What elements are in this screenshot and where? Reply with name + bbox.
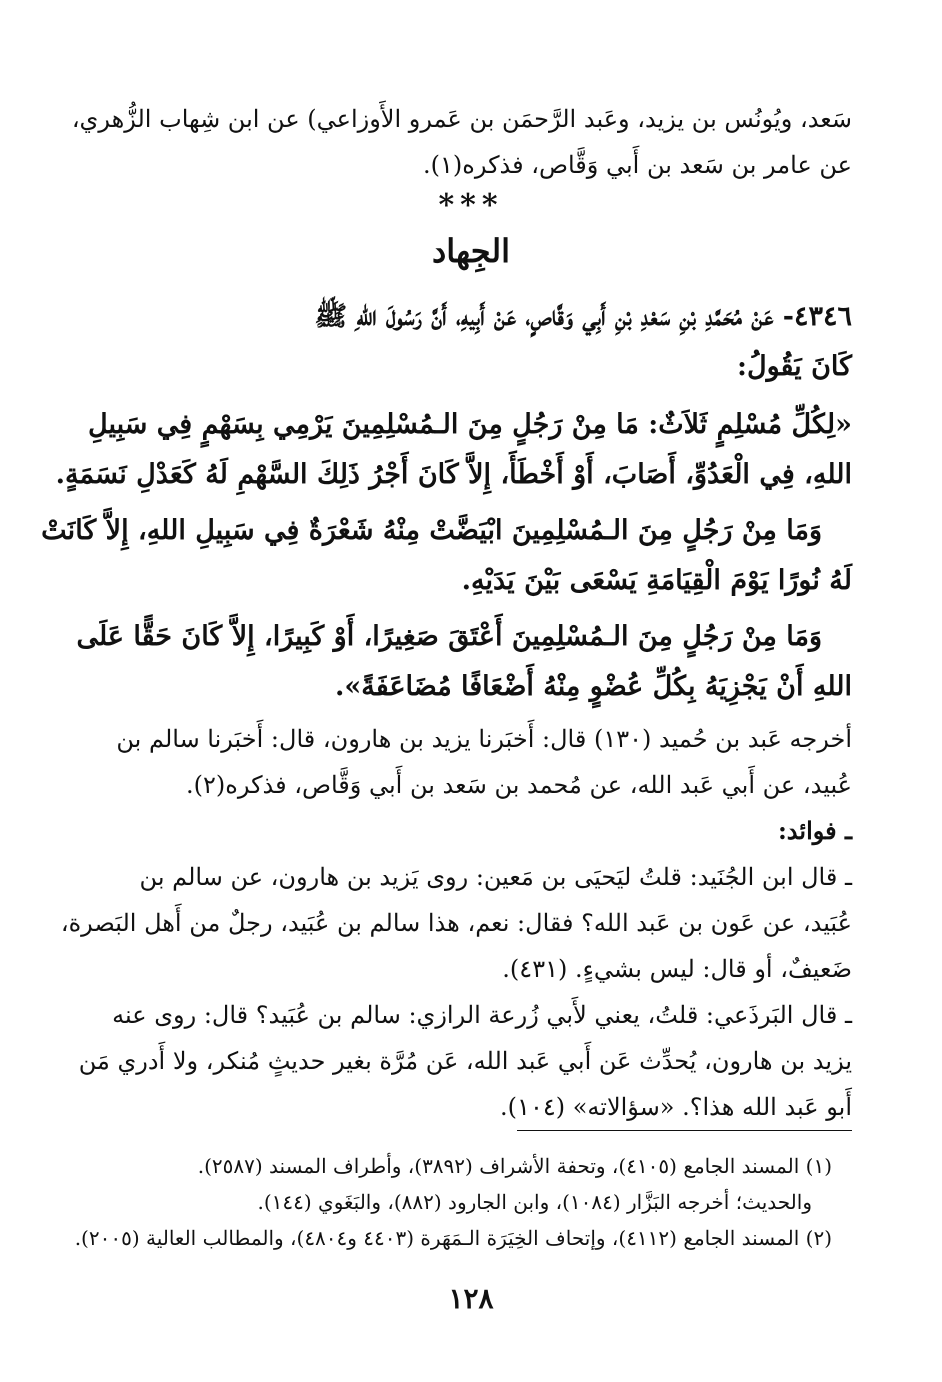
footnote-line: والحديث؛ أخرجه البَزَّار (١٠٨٤)، وابن الجارود (٨٨٢)، والبَغَوي (١٤٤). [257,1190,812,1214]
page-number: ١٢٨ [448,1282,494,1315]
footnote-divider [517,1130,852,1131]
text-line: يزيد بن هارون، يُحدِّث عَن أَبي عَبد الله، عَن مُرَّة بغير حديثٍ مُنكر، ولا أَدري مَن [78,1047,852,1075]
section-separator: *** [438,188,504,223]
section-heading: الجِهاد [431,232,511,270]
text-line: عُبَيد، عن عَون بن عَبد الله؟ فقال: نعم، هذا سالم بن عُبَيد، رجلٌ من أَهل البَصرة، [60,909,852,937]
text-line: عُبيد، عن أَبي عَبد الله، عن مُحمد بن سَعد بن أَبي وَقَّاص، فذكره(٢). [186,771,852,799]
footnote-line: (١) المسند الجامع (٤١٠٥)، وتحفة الأشراف (٣٨٩٢)، وأطراف المسند (٢٥٨٧). [197,1154,832,1178]
hadith-line: كَانَ يَقُولُ: [736,351,852,382]
text-line: ـ قال ابن الجُنَيد: قلتُ ليَحيَى بن مَعين: روى يَزيد بن هارون، عن سالم بن [139,863,852,891]
fawaid-label: ـ فوائد: [777,816,852,845]
intro-paragraph [71,96,852,188]
text-line: سَعد، ويُونُس بن يزيد، وعَبد الرَّحمَن بن عَمرو الأَوزاعي) عن ابن شِهاب الزُّهري، [71,105,852,133]
hadith-line: وَمَا مِنْ رَجُلٍ مِنَ الـمُسْلِمِينَ ابْيَضَّتْ مِنْهُ شَعْرَةٌ فِي سَبِيلِ اللهِ، إِلاَّ كَانَتْ [41,515,822,546]
hadith-line: وَمَا مِنْ رَجُلٍ مِنَ الـمُسْلِمِينَ أَعْتَقَ صَغِيرًا، أَوْ كَبِيرًا، إِلاَّ كَانَ حَقًّا عَلَى [76,621,822,652]
text-line: ـ قال البَرذَعي: قلتُ، يعني لأَبي زُرعة الرازي: سالم بن عُبَيد؟ قال: روى عنه [112,1001,852,1029]
text-line: أخرجه عَبد بن حُميد (١٣٠) قال: أَخبَرنا يزيد بن هارون، قال: أَخبَرنا سالم بن [116,725,852,753]
takhrij-paragraph [60,716,852,1130]
footnote-line: (٢) المسند الجامع (٤١١٢)، وإتحاف الخِيَرَة الـمَهَرة (٤٤٠٣ و٤٨٠٤)، والمطالب العالية (٢٠٠٥). [74,1226,832,1250]
footnotes [74,1148,832,1256]
hadith-line: اللهِ أَنْ يَجْزِيَهُ بِكُلِّ عُضْوٍ مِنْهُ أَضْعَافًا مُضَاعَفَةً». [335,671,852,702]
hadith-line: اللهِ، فِي الْعَدُوِّ، أَصَابَ، أَوْ أَخْطَأَ، إِلاَّ كَانَ أَجْرُ ذَلِكَ السَّهْمِ لَهُ كَعَدْلِ نَسَمَةٍ. [55,459,852,490]
hadith-line: ٤٣٤٦- عَنْ مُحَمَّدِ بْنِ سَعْدِ بْنِ أَبِي وَقَّاصٍ، عَنْ أَبِيهِ، أَنَّ رَسُولَ اللهِ ﷺ [314,301,852,332]
hadith-text [41,292,852,712]
hadith-line: «لِكُلِّ مُسْلِمٍ ثَلاَثٌ: مَا مِنْ رَجُلٍ مِنَ الـمُسْلِمِينَ يَرْمِي بِسَهْمٍ فِي سَبِيلِ [88,409,852,440]
text-line: عن عامر بن سَعد بن أَبي وَقَّاص، فذكره(١). [423,151,852,179]
text-line: ضَعيفٌ، أو قال: ليس بشيءٍ. (٤٣١). [502,955,852,983]
text-line: أَبو عَبد الله هذا؟. «سؤالاته» (١٠٤). [500,1093,852,1121]
hadith-line: لَهُ نُورًا يَوْمَ الْقِيَامَةِ يَسْعَى بَيْنَ يَدَيْهِ. [461,565,852,596]
